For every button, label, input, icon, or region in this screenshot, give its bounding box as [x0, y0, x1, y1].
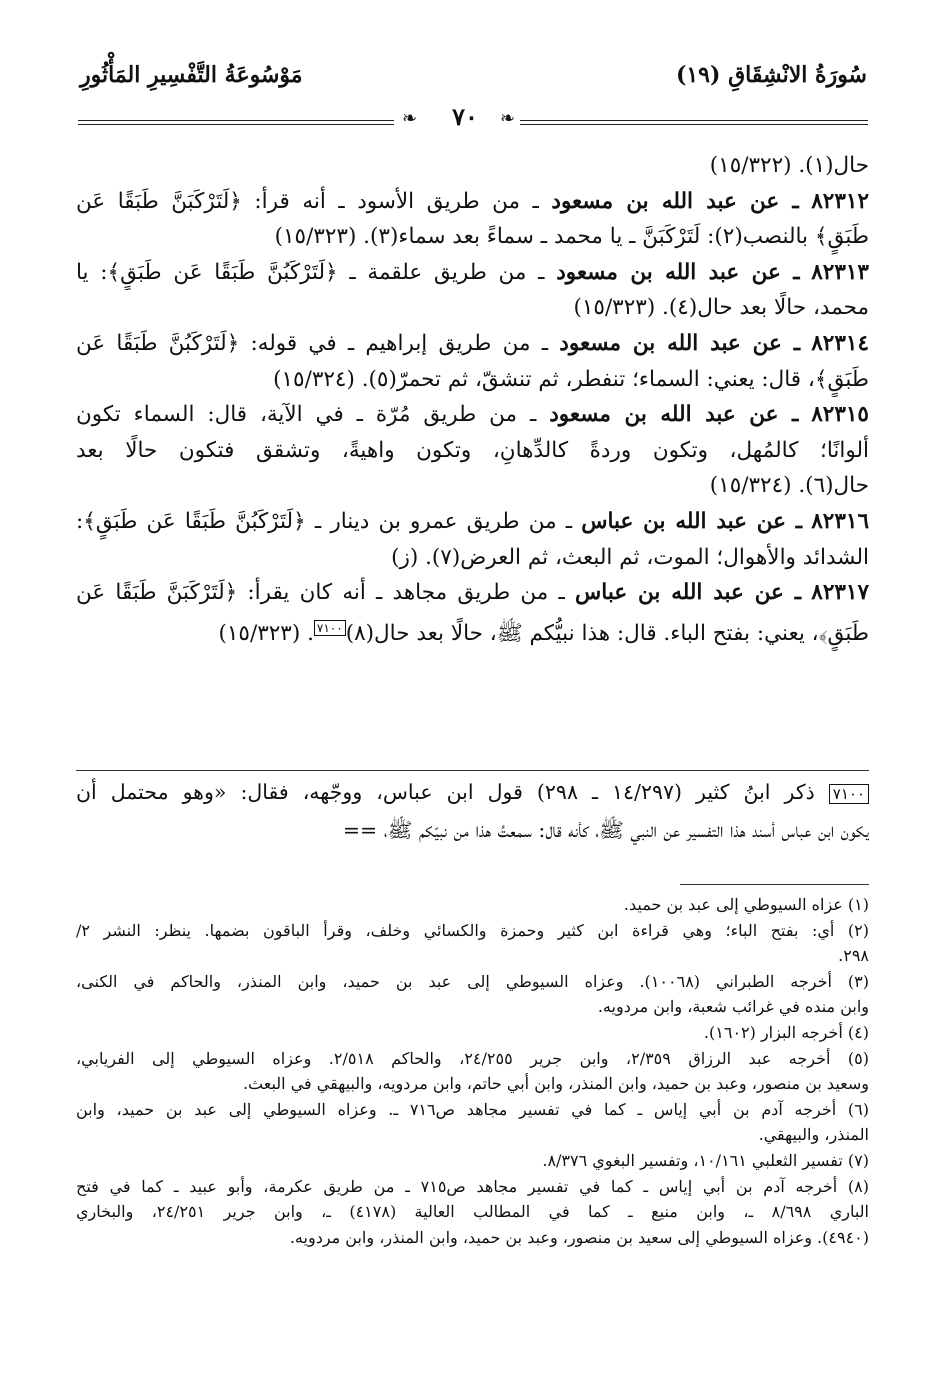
- text-line: حال(٦). (١٥/٣٢٤): [709, 473, 869, 499]
- entry-number: ٨٢٣١٧: [811, 580, 869, 606]
- text-line: يكون ابن عباس أسند هذا التفسير عن النبي ﷺ، كأنه قال: سمعتُ هذا من نبيّكم ﷺ، ==: [342, 818, 869, 842]
- book-title: مَوْسُوعَةُ التَّفْسِيرِ المَأْثُورِ: [80, 62, 303, 88]
- footnotes: [76, 892, 869, 1250]
- header-rule: [520, 120, 868, 121]
- text-segment: ـ من طريق علقمة ـ ﴿لَتَرْكَبُنَّ طَبَقًا عَن طَبَقٍ﴾: يا: [76, 259, 545, 285]
- hadith-82312: [76, 184, 869, 255]
- text-line: طَبَقٍ﴾ بالنصب(٢): لَتَرْكَبَنَّ ـ يا محمد ـ سماءً بعد سماء(٣). (١٥/٣٢٣): [274, 224, 869, 250]
- header-rule: [520, 124, 868, 125]
- footnote-divider: [680, 884, 869, 885]
- footnote-5: (٥) أخرجه عبد الرزاق ٢/٣٥٩، وابن جرير ٢٤/٢٥٥، والحاكم ٢/٥١٨. وعزاه السيوطي إلى الفريابي،: [76, 1048, 869, 1068]
- narrator: ـ عن عبد الله بن مسعود: [551, 188, 799, 214]
- text-segment: ـ من طريق الأسود ـ أنه قرأ: ﴿لَتَرْكَبَنَّ طَبَقًا عَن: [76, 188, 539, 214]
- footnote-8: (٨) أخرجه آدم بن أبي إياس ـ كما في تفسير مجاهد ص٧١٥ ـ من طريق عكرمة، وأبو عبيد ـ كما في فتح: [76, 1176, 869, 1196]
- footnote-6: (٦) أخرجه آدم بن أبي إياس ـ كما في تفسير مجاهد ص٧١٦ ـ. وعزاه السيوطي إلى عبد بن حميد، وابن: [76, 1099, 869, 1119]
- narrator: ـ عن عبد الله بن مسعود: [559, 330, 801, 356]
- hadith-82315: [76, 397, 869, 504]
- hadith-82313: [76, 255, 869, 326]
- text-segment: ذكر ابنُ كثير (١٤/٢٩٧ ـ ٢٩٨) قول ابن عباس، ووجّهه، فقال: «وهو محتمل أن: [76, 780, 815, 804]
- text-line: حال(١). (١٥/٣٢٢): [709, 153, 869, 178]
- page-number: ٧٠: [452, 102, 478, 131]
- header-rule: [78, 120, 394, 121]
- text-line: الشدائد والأهوال؛ الموت، ثم البعث، ثم العرض(٧). (ز): [391, 544, 869, 570]
- text-segment: ـ من طريق مجاهد ـ أنه كان يقرأ: ﴿لَتَرْكَبَنَّ طَبَقًا عَن: [76, 580, 565, 606]
- text-line: طَبَقٍ﴾، قال: يعني: السماء؛ تنفطر، ثم تنشقّ، ثم تحمرّ(٥). (١٥/٣٢٤): [273, 366, 869, 392]
- entry-number: ٨٢٣١٥: [811, 402, 869, 428]
- entry-number: ٨٢٣١٦: [811, 508, 869, 534]
- text-segment: طَبَقٍ﴾، يعني: بفتح الباء. قال: هذا نبيُّكم ﷺ، حالًا بعد حال(٨): [345, 620, 869, 646]
- main-text: [76, 148, 869, 651]
- commentary-note: [76, 774, 869, 848]
- divider: [76, 770, 869, 771]
- footnote-8-cont: (٤٩٤٠). وعزاه السيوطي إلى سعيد بن منصور، وعبد بن حميد، وابن المنذر، وابن مردويه.: [289, 1227, 869, 1247]
- text-segment: ـ من طريق إبراهيم ـ في قوله: ﴿لَتَرْكَبُنَّ طَبَقًا عَن: [76, 330, 549, 356]
- narrator: ـ عن عبد الله بن مسعود: [549, 402, 799, 428]
- footnote-2-cont: ٢٩٨.: [838, 946, 869, 966]
- paragraph: [76, 148, 869, 184]
- surah-title: سُورَةُ الانْشِقَاقِ (١٩): [675, 62, 867, 88]
- narrator: ـ عن عبد الله بن عباس: [581, 508, 803, 534]
- footnote-4: (٤) أخرجه البزار (١٦٠٢).: [703, 1022, 869, 1042]
- footnote-7: (٧) تفسير الثعلبي ١٠/١٦١، وتفسير البغوي ٨/٣٧٦.: [542, 1150, 869, 1170]
- footnote-5-cont: وسعيد بن منصور، وعبد بن حميد، وابن المنذر، وابن أبي حاتم، وابن مردويه، والبيهقي في البعث.: [242, 1074, 869, 1094]
- footnote-3: (٣) أخرجه الطبراني (١٠٠٦٨). وعزاه السيوطي إلى عبد بن حميد، وابن المنذر، والحاكم في الكنى،: [76, 971, 869, 991]
- entry-number: ٨٢٣١٣: [811, 259, 869, 285]
- ornament-icon: ❧: [500, 108, 516, 129]
- text-segment: . (١٥/٣٢٣): [218, 620, 314, 646]
- text-segment: ـ من طريق مُرّة ـ في الآية، قال: السماء تكون: [76, 402, 537, 428]
- ornament-icon: ❧: [402, 108, 418, 129]
- text-segment: ـ من طريق عمرو بن دينار ـ ﴿لَتَرْكَبُنَّ طَبَقًا عَن طَبَقٍ﴾:: [76, 508, 573, 534]
- header-rule: [78, 124, 394, 125]
- narrator: ـ عن عبد الله بن عباس: [575, 580, 802, 606]
- footnote-2: (٢) أي: بفتح الباء؛ وهي قراءة ابن كثير وحمزة والكسائي وخلف، وقرأ الباقون بضمها. ينظر: النشر ٢/: [76, 920, 869, 940]
- narrator: ـ عن عبد الله بن مسعود: [556, 259, 800, 285]
- text-line: ألوانًا؛ كالمُهل، وتكون وردةً كالدِّهانِ، وتكون واهيةً، وتشقق فتكون حالًا بعد: [76, 437, 869, 463]
- footnote-8-cont: الباري ٨/٦٩٨ ـ، وابن منيع ـ كما في المطالب العالية (٤١٧٨) ـ، وابن جرير ٢٤/٢٥١، والبخاري: [76, 1202, 869, 1222]
- entry-number: ٨٢٣١٢: [811, 188, 869, 214]
- commentary-ref-box: ٧١٠٠: [829, 784, 869, 804]
- text-line: محمد، حالًا بعد حال(٤). (١٥/٣٢٣): [573, 295, 869, 321]
- entry-number: ٨٢٣١٤: [811, 330, 869, 356]
- commentary-ref-box: ٧١٠٠: [314, 620, 346, 636]
- hadith-82316: [76, 504, 869, 575]
- footnote-1: (١) عزاه السيوطي إلى عبد بن حميد.: [623, 895, 869, 914]
- hadith-82317: [76, 575, 869, 651]
- footnote-6-cont: المنذر، والبيهقي.: [758, 1125, 869, 1145]
- hadith-82314: [76, 326, 869, 397]
- footnote-3-cont: وابن منده في غرائب شعبة، وابن مردويه.: [597, 997, 869, 1017]
